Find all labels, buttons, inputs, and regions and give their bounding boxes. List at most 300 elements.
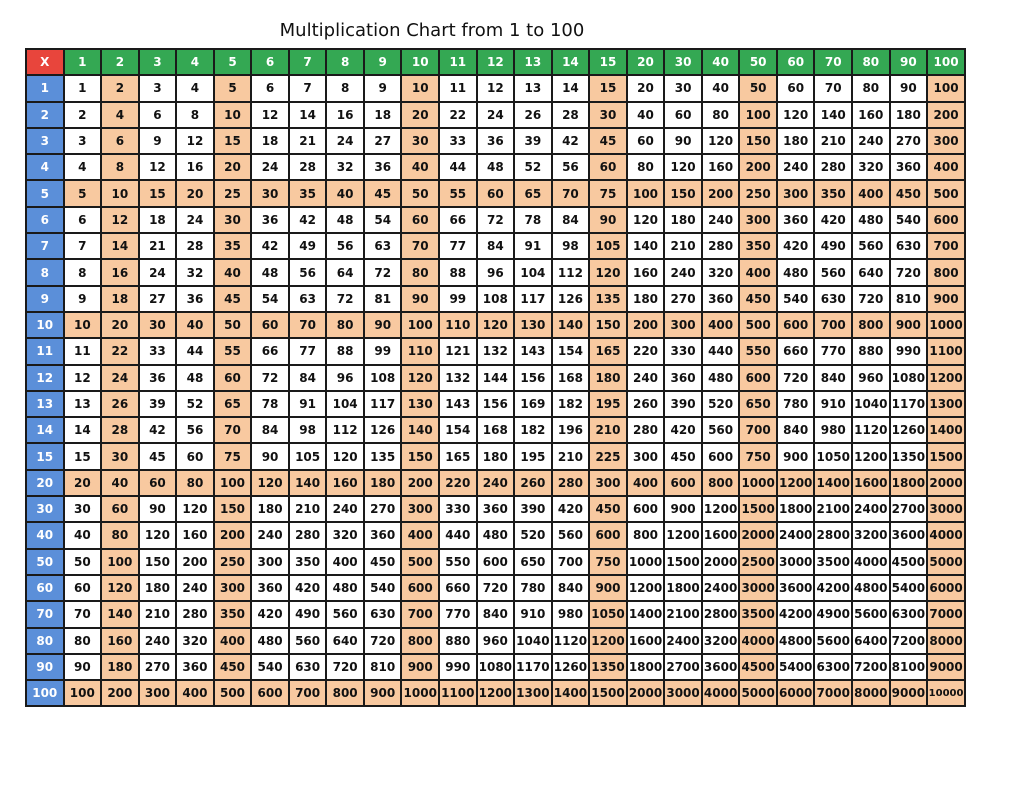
product-cell: 560 [326, 601, 364, 627]
product-cell: 4900 [814, 601, 852, 627]
product-cell: 8 [101, 154, 139, 180]
product-cell: 560 [552, 522, 590, 548]
product-cell: 600 [702, 443, 740, 469]
product-cell: 154 [439, 417, 477, 443]
product-cell: 150 [139, 549, 177, 575]
product-cell: 84 [251, 417, 289, 443]
product-cell: 4500 [890, 549, 928, 575]
product-cell: 64 [326, 259, 364, 285]
product-cell: 480 [777, 259, 815, 285]
row-header: 100 [26, 680, 64, 706]
product-cell: 7 [64, 233, 102, 259]
product-cell: 24 [139, 259, 177, 285]
product-cell: 270 [139, 654, 177, 680]
row-header: 4 [26, 154, 64, 180]
product-cell: 240 [139, 628, 177, 654]
product-cell: 180 [364, 470, 402, 496]
product-cell: 5000 [927, 549, 965, 575]
product-cell: 1050 [814, 443, 852, 469]
product-cell: 140 [627, 233, 665, 259]
product-cell: 6000 [777, 680, 815, 706]
product-cell: 1120 [552, 628, 590, 654]
product-cell: 4200 [777, 601, 815, 627]
product-cell: 4500 [739, 654, 777, 680]
product-cell: 99 [439, 286, 477, 312]
product-cell: 220 [439, 470, 477, 496]
product-cell: 60 [777, 75, 815, 101]
product-cell: 990 [890, 338, 928, 364]
product-cell: 11 [64, 338, 102, 364]
product-cell: 840 [477, 601, 515, 627]
product-cell: 165 [589, 338, 627, 364]
product-cell: 180 [589, 365, 627, 391]
product-cell: 120 [589, 259, 627, 285]
product-cell: 180 [101, 654, 139, 680]
product-cell: 900 [401, 654, 439, 680]
product-cell: 126 [364, 417, 402, 443]
product-cell: 182 [514, 417, 552, 443]
table-row [26, 128, 965, 154]
product-cell: 100 [739, 102, 777, 128]
product-cell: 143 [439, 391, 477, 417]
product-cell: 840 [552, 575, 590, 601]
product-cell: 1170 [890, 391, 928, 417]
product-cell: 55 [439, 180, 477, 206]
product-cell: 98 [289, 417, 327, 443]
product-cell: 75 [214, 443, 252, 469]
product-cell: 70 [401, 233, 439, 259]
column-header: 14 [552, 49, 590, 75]
product-cell: 225 [589, 443, 627, 469]
product-cell: 135 [364, 443, 402, 469]
product-cell: 98 [552, 233, 590, 259]
product-cell: 630 [814, 286, 852, 312]
product-cell: 27 [139, 286, 177, 312]
product-cell: 65 [514, 180, 552, 206]
table-row [26, 654, 965, 680]
product-cell: 1200 [589, 628, 627, 654]
product-cell: 156 [477, 391, 515, 417]
product-cell: 120 [139, 522, 177, 548]
product-cell: 3500 [814, 549, 852, 575]
product-cell: 1400 [552, 680, 590, 706]
product-cell: 8100 [890, 654, 928, 680]
product-cell: 30 [664, 75, 702, 101]
product-cell: 300 [589, 470, 627, 496]
product-cell: 70 [64, 601, 102, 627]
product-cell: 84 [477, 233, 515, 259]
product-cell: 91 [514, 233, 552, 259]
product-cell: 30 [64, 496, 102, 522]
product-cell: 900 [589, 575, 627, 601]
product-cell: 66 [439, 207, 477, 233]
product-cell: 8000 [927, 628, 965, 654]
product-cell: 4800 [852, 575, 890, 601]
product-cell: 360 [176, 654, 214, 680]
product-cell: 390 [514, 496, 552, 522]
product-cell: 360 [477, 496, 515, 522]
product-cell: 6400 [852, 628, 890, 654]
product-cell: 1100 [927, 338, 965, 364]
product-cell: 200 [401, 470, 439, 496]
product-cell: 120 [101, 575, 139, 601]
product-cell: 1200 [852, 443, 890, 469]
column-header: 30 [664, 49, 702, 75]
product-cell: 150 [589, 312, 627, 338]
product-cell: 630 [289, 654, 327, 680]
column-header: 70 [814, 49, 852, 75]
product-cell: 36 [477, 128, 515, 154]
product-cell: 40 [401, 154, 439, 180]
product-cell: 130 [514, 312, 552, 338]
product-cell: 1800 [627, 654, 665, 680]
product-cell: 560 [814, 259, 852, 285]
product-cell: 48 [251, 259, 289, 285]
column-header: 90 [890, 49, 928, 75]
product-cell: 165 [439, 443, 477, 469]
product-cell: 2000 [739, 522, 777, 548]
product-cell: 700 [552, 549, 590, 575]
product-cell: 60 [64, 575, 102, 601]
product-cell: 210 [552, 443, 590, 469]
product-cell: 360 [890, 154, 928, 180]
product-cell: 30 [589, 102, 627, 128]
product-cell: 126 [552, 286, 590, 312]
product-cell: 44 [176, 338, 214, 364]
product-cell: 24 [326, 128, 364, 154]
product-cell: 420 [777, 233, 815, 259]
product-cell: 300 [139, 680, 177, 706]
product-cell: 600 [251, 680, 289, 706]
product-cell: 18 [139, 207, 177, 233]
product-cell: 2400 [664, 628, 702, 654]
product-cell: 9 [139, 128, 177, 154]
product-cell: 80 [627, 154, 665, 180]
product-cell: 240 [702, 207, 740, 233]
product-cell: 55 [214, 338, 252, 364]
product-cell: 80 [401, 259, 439, 285]
product-cell: 3000 [739, 575, 777, 601]
product-cell: 14 [552, 75, 590, 101]
product-cell: 15 [64, 443, 102, 469]
product-cell: 350 [739, 233, 777, 259]
row-header: 10 [26, 312, 64, 338]
product-cell: 450 [664, 443, 702, 469]
product-cell: 120 [176, 496, 214, 522]
product-cell: 16 [101, 259, 139, 285]
product-cell: 60 [139, 470, 177, 496]
product-cell: 9000 [927, 654, 965, 680]
product-cell: 540 [364, 575, 402, 601]
product-cell: 2700 [664, 654, 702, 680]
product-cell: 28 [289, 154, 327, 180]
product-cell: 180 [664, 207, 702, 233]
product-cell: 24 [477, 102, 515, 128]
table-row [26, 286, 965, 312]
product-cell: 160 [326, 470, 364, 496]
product-cell: 11 [439, 75, 477, 101]
product-cell: 1200 [777, 470, 815, 496]
product-cell: 6 [139, 102, 177, 128]
product-cell: 20 [627, 75, 665, 101]
column-header: 15 [589, 49, 627, 75]
product-cell: 90 [890, 75, 928, 101]
product-cell: 6 [251, 75, 289, 101]
column-header: 40 [702, 49, 740, 75]
product-cell: 260 [627, 391, 665, 417]
product-cell: 18 [364, 102, 402, 128]
row-header: 8 [26, 259, 64, 285]
product-cell: 660 [777, 338, 815, 364]
product-cell: 120 [627, 207, 665, 233]
product-cell: 180 [890, 102, 928, 128]
product-cell: 90 [589, 207, 627, 233]
column-header: 9 [364, 49, 402, 75]
product-cell: 1800 [777, 496, 815, 522]
product-cell: 400 [214, 628, 252, 654]
product-cell: 5 [214, 75, 252, 101]
product-cell: 500 [927, 180, 965, 206]
product-cell: 60 [401, 207, 439, 233]
row-header: 15 [26, 443, 64, 469]
product-cell: 56 [326, 233, 364, 259]
product-cell: 1260 [890, 417, 928, 443]
product-cell: 20 [214, 154, 252, 180]
product-cell: 450 [739, 286, 777, 312]
product-cell: 2000 [627, 680, 665, 706]
product-cell: 12 [251, 102, 289, 128]
product-cell: 70 [214, 417, 252, 443]
column-header: 2 [101, 49, 139, 75]
row-header: 70 [26, 601, 64, 627]
product-cell: 270 [364, 496, 402, 522]
product-cell: 660 [439, 575, 477, 601]
row-header: 50 [26, 549, 64, 575]
product-cell: 160 [702, 154, 740, 180]
table-row [26, 75, 965, 101]
product-cell: 72 [364, 259, 402, 285]
product-cell: 1800 [890, 470, 928, 496]
product-cell: 240 [176, 575, 214, 601]
product-cell: 40 [702, 75, 740, 101]
product-cell: 770 [439, 601, 477, 627]
product-cell: 45 [214, 286, 252, 312]
column-header: 3 [139, 49, 177, 75]
product-cell: 26 [101, 391, 139, 417]
row-header: 6 [26, 207, 64, 233]
table-row [26, 496, 965, 522]
product-cell: 104 [326, 391, 364, 417]
column-header: 13 [514, 49, 552, 75]
row-header: 40 [26, 522, 64, 548]
product-cell: 300 [664, 312, 702, 338]
product-cell: 30 [214, 207, 252, 233]
product-cell: 1260 [552, 654, 590, 680]
product-cell: 720 [852, 286, 890, 312]
product-cell: 700 [401, 601, 439, 627]
product-cell: 100 [214, 470, 252, 496]
product-cell: 15 [589, 75, 627, 101]
product-cell: 16 [326, 102, 364, 128]
product-cell: 330 [439, 496, 477, 522]
product-cell: 1600 [702, 522, 740, 548]
product-cell: 480 [326, 575, 364, 601]
product-cell: 300 [927, 128, 965, 154]
product-cell: 320 [326, 522, 364, 548]
product-cell: 39 [514, 128, 552, 154]
product-cell: 72 [477, 207, 515, 233]
product-cell: 52 [176, 391, 214, 417]
table-row [26, 601, 965, 627]
product-cell: 1000 [627, 549, 665, 575]
product-cell: 90 [251, 443, 289, 469]
column-header: 50 [739, 49, 777, 75]
product-cell: 420 [552, 496, 590, 522]
product-cell: 6300 [814, 654, 852, 680]
product-cell: 132 [477, 338, 515, 364]
product-cell: 960 [852, 365, 890, 391]
multiplication-table [25, 48, 966, 707]
product-cell: 60 [101, 496, 139, 522]
product-cell: 2000 [927, 470, 965, 496]
product-cell: 900 [777, 443, 815, 469]
product-cell: 132 [439, 365, 477, 391]
product-cell: 21 [139, 233, 177, 259]
product-cell: 26 [514, 102, 552, 128]
table-row [26, 680, 965, 706]
product-cell: 520 [514, 522, 552, 548]
product-cell: 60 [627, 128, 665, 154]
product-cell: 3000 [777, 549, 815, 575]
product-cell: 25 [214, 180, 252, 206]
product-cell: 3500 [739, 601, 777, 627]
product-cell: 54 [251, 286, 289, 312]
column-header: 60 [777, 49, 815, 75]
product-cell: 90 [401, 286, 439, 312]
product-cell: 210 [664, 233, 702, 259]
product-cell: 36 [139, 365, 177, 391]
product-cell: 6000 [927, 575, 965, 601]
product-cell: 121 [439, 338, 477, 364]
product-cell: 36 [251, 207, 289, 233]
product-cell: 420 [289, 575, 327, 601]
product-cell: 2700 [890, 496, 928, 522]
product-cell: 22 [439, 102, 477, 128]
product-cell: 600 [927, 207, 965, 233]
product-cell: 500 [401, 549, 439, 575]
product-cell: 4000 [852, 549, 890, 575]
product-cell: 42 [251, 233, 289, 259]
column-header: 7 [289, 49, 327, 75]
product-cell: 5400 [890, 575, 928, 601]
product-cell: 5000 [739, 680, 777, 706]
product-cell: 14 [289, 102, 327, 128]
product-cell: 14 [64, 417, 102, 443]
product-cell: 22 [101, 338, 139, 364]
product-cell: 30 [139, 312, 177, 338]
product-cell: 1040 [852, 391, 890, 417]
product-cell: 480 [702, 365, 740, 391]
product-cell: 2400 [702, 575, 740, 601]
product-cell: 120 [251, 470, 289, 496]
product-cell: 600 [477, 549, 515, 575]
product-cell: 7000 [814, 680, 852, 706]
product-cell: 900 [664, 496, 702, 522]
corner-cell: X [26, 49, 64, 75]
row-header: 30 [26, 496, 64, 522]
product-cell: 45 [589, 128, 627, 154]
product-cell: 9 [364, 75, 402, 101]
product-cell: 2500 [739, 549, 777, 575]
product-cell: 140 [289, 470, 327, 496]
product-cell: 40 [64, 522, 102, 548]
product-cell: 1200 [927, 365, 965, 391]
product-cell: 77 [289, 338, 327, 364]
product-cell: 12 [477, 75, 515, 101]
row-header: 14 [26, 417, 64, 443]
product-cell: 150 [214, 496, 252, 522]
product-cell: 8 [64, 259, 102, 285]
product-cell: 40 [326, 180, 364, 206]
product-cell: 70 [552, 180, 590, 206]
table-row [26, 259, 965, 285]
product-cell: 154 [552, 338, 590, 364]
product-cell: 560 [289, 628, 327, 654]
product-cell: 78 [514, 207, 552, 233]
product-cell: 880 [439, 628, 477, 654]
product-cell: 5600 [814, 628, 852, 654]
product-cell: 100 [101, 549, 139, 575]
product-cell: 650 [514, 549, 552, 575]
product-cell: 600 [664, 470, 702, 496]
product-cell: 240 [326, 496, 364, 522]
product-cell: 6300 [890, 601, 928, 627]
product-cell: 110 [401, 338, 439, 364]
product-cell: 13 [514, 75, 552, 101]
product-cell: 120 [326, 443, 364, 469]
product-cell: 480 [852, 207, 890, 233]
product-cell: 440 [702, 338, 740, 364]
product-cell: 720 [477, 575, 515, 601]
product-cell: 700 [814, 312, 852, 338]
product-cell: 12 [176, 128, 214, 154]
product-cell: 800 [927, 259, 965, 285]
product-cell: 200 [214, 522, 252, 548]
product-cell: 320 [852, 154, 890, 180]
product-cell: 280 [289, 522, 327, 548]
product-cell: 96 [326, 365, 364, 391]
product-cell: 1120 [852, 417, 890, 443]
product-cell: 144 [477, 365, 515, 391]
row-header: 11 [26, 338, 64, 364]
product-cell: 450 [589, 496, 627, 522]
product-cell: 75 [589, 180, 627, 206]
product-cell: 520 [702, 391, 740, 417]
product-cell: 440 [439, 522, 477, 548]
product-cell: 210 [139, 601, 177, 627]
product-cell: 72 [326, 286, 364, 312]
product-cell: 400 [739, 259, 777, 285]
product-cell: 1050 [589, 601, 627, 627]
product-cell: 130 [401, 391, 439, 417]
column-header: 8 [326, 49, 364, 75]
product-cell: 840 [814, 365, 852, 391]
product-cell: 2400 [777, 522, 815, 548]
product-cell: 100 [401, 312, 439, 338]
product-cell: 35 [289, 180, 327, 206]
product-cell: 400 [401, 522, 439, 548]
product-cell: 4800 [777, 628, 815, 654]
